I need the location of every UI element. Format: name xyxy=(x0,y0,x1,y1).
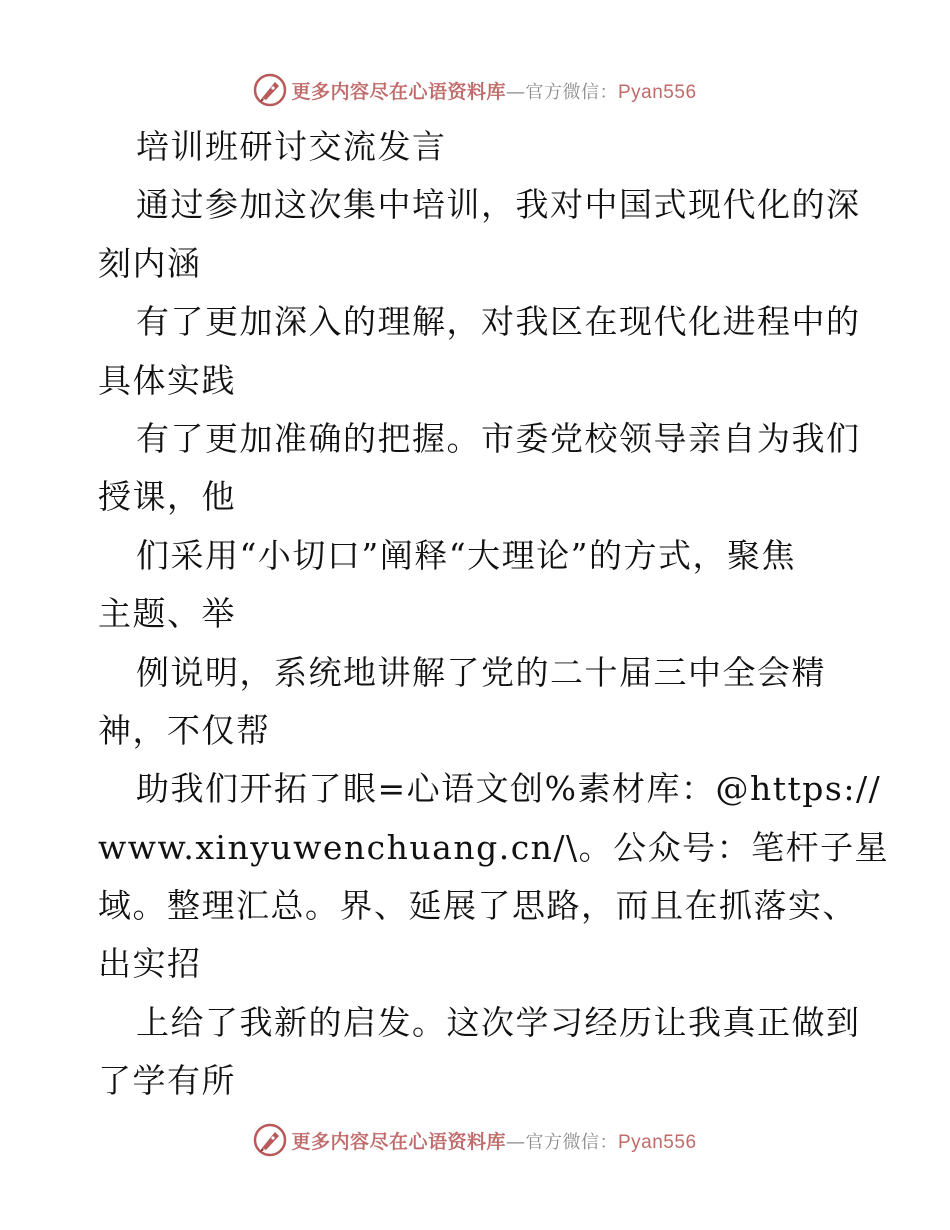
watermark-dash: — xyxy=(506,80,526,103)
watermark-brand-text: 更多内容尽在心语资料库 xyxy=(291,1130,506,1153)
paragraph-line: 神，不仅帮 xyxy=(98,710,271,750)
paragraph-line: www.xinyuwenchuang.cn/\。公众号：笔杆子星 xyxy=(98,827,890,867)
paragraph-line: 具体实践 xyxy=(98,360,236,400)
document-title: 培训班研讨交流发言 xyxy=(136,127,447,166)
paragraph-line: 助我们开拓了眼=心语文创%素材库：@https:// xyxy=(136,769,882,809)
watermark-wechat-id: Pyan556 xyxy=(618,81,697,103)
watermark-wechat-label: 官方微信： xyxy=(525,81,618,103)
document-body xyxy=(98,118,890,1111)
paragraph-line: 域。整理汇总。界、延展了思路，而且在抓落实、 xyxy=(98,886,857,926)
watermark-dash: — xyxy=(506,1130,526,1153)
pen-logo-icon xyxy=(253,1123,287,1157)
paragraph-line: 例说明，系统地讲解了党的二十届三中全会精 xyxy=(136,652,826,692)
header-watermark xyxy=(0,70,950,110)
pen-logo-icon xyxy=(253,73,287,107)
paragraph-line: 了学有所 xyxy=(98,1061,236,1101)
footer-watermark xyxy=(0,1120,950,1160)
watermark-wechat-id: Pyan556 xyxy=(618,1131,697,1153)
paragraph-line: 授课，他 xyxy=(98,477,236,517)
paragraph-line: 主题、举 xyxy=(98,594,236,634)
paragraph-line: 有了更加准确的把握。市委党校领导亲自为我们 xyxy=(136,418,861,458)
watermark-brand-text: 更多内容尽在心语资料库 xyxy=(291,80,506,103)
paragraph-line: 有了更加深入的理解，对我区在现代化进程中的 xyxy=(136,302,861,342)
paragraph-line: 上给了我新的启发。这次学习经历让我真正做到 xyxy=(136,1002,861,1042)
paragraph-line: 出实招 xyxy=(98,944,202,984)
paragraph-line: 们采用“小切口”阐释“大理论”的方式，聚焦 xyxy=(136,535,796,575)
paragraph-line: 通过参加这次集中培训，我对中国式现代化的深 xyxy=(136,185,861,225)
paragraph-line: 刻内涵 xyxy=(98,243,202,283)
watermark-wechat-label: 官方微信： xyxy=(525,1131,618,1153)
